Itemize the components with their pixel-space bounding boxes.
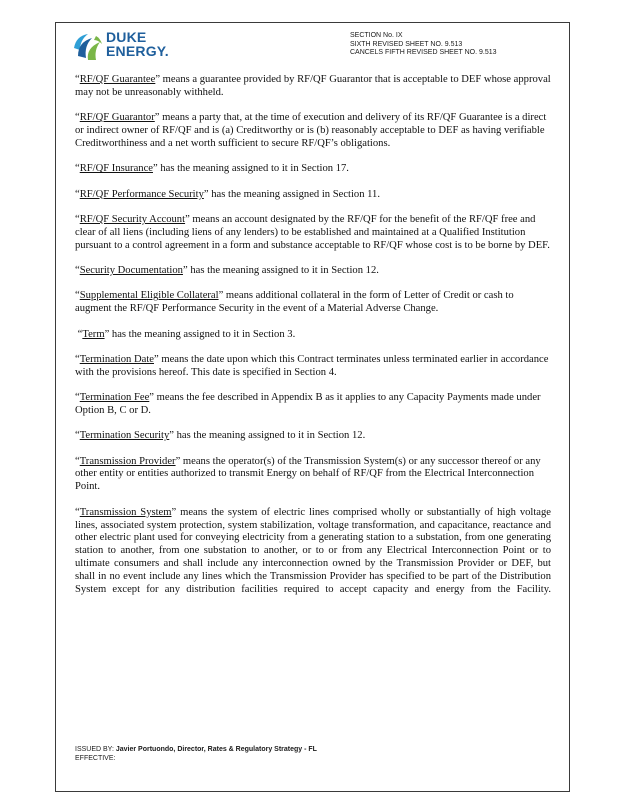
- definition-paragraph: “RF/QF Performance Security” has the meaning assigned in Section 11.: [75, 188, 381, 200]
- definition-paragraph: “Security Documentation” has the meaning assigned to it in Section 12.: [75, 265, 379, 277]
- defined-term: RF/QF Guarantee: [79, 74, 156, 85]
- definition-text: has the meaning assigned to it in Section 12.: [187, 265, 379, 277]
- defined-term: RF/QF Performance Security: [79, 188, 204, 200]
- issued-by-line: [75, 746, 317, 755]
- sheet-header: [350, 32, 497, 58]
- definition-paragraph: “Transmission System” means the system of electric lines comprised wholly or substantially of high voltage lines, associated system protection, system stabilization, voltage transformation, and capacitance, reactance and other electric plant used for conveying electricity from a generating station to a substation, from one generating station to another, from one substation to another, or to or from any Electrical Interconnection Point or to ultimate consumers and shall include any interconnection owned by the Transmission Provider or DEF, but shall in no event include any lines which the Transmission Provider has specified to be part of the Distribution System except for any distribution facilities required to accept capacity and energy from the Facility.: [75, 506, 552, 596]
- definition-text: means the system of electric lines comprised wholly or substantially of high voltage lines, associated system protection, system stabilization, voltage transformation, and capacitance, reactance and other electric plant used for conveying electricity from a generating station to a substation, from one generating station to another, from one substation to another, or to or from any Electrical Interconnection Point or to ultimate consumers and shall include any interconnection owned by the Transmission Provider or DEF, but shall in no event include any lines which the Transmission Provider has specified to be part of the Distribution System except for any distribution facilities required to accept capacity and energy from the Facility.: [75, 506, 552, 596]
- logo-line-duke: DUKE: [106, 29, 147, 45]
- definition-paragraph: “Termination Security” has the meaning assigned to it in Section 12.: [75, 430, 366, 442]
- section-number: SECTION No. IX: [350, 32, 403, 39]
- definition-text: has the meaning assigned to it in Section 12.: [173, 430, 366, 442]
- duke-energy-wordmark: [106, 30, 169, 58]
- defined-term: Transmission System: [79, 506, 172, 518]
- definition-paragraph: “Transmission Provider” means the operator(s) of the Transmission System(s) or any successor thereof or any other entity or entities authorized to transmit Energy on behalf of RF/QF from the Electrical Interconnection Point.: [75, 455, 541, 493]
- definition-paragraph: “Termination Fee” means the fee described in Appendix B as it applies to any Capacity Payments made under Option B, C or D.: [75, 392, 541, 416]
- definition-text: means a guarantee provided by RF/QF Guarantor that is acceptable to DEF whose approval may not be unreasonably withheld.: [75, 74, 551, 98]
- defined-term: Term: [82, 328, 105, 340]
- definition-text: means a party that, at the time of execution and delivery of its RF/QF Guarantee is a direct or indirect owner of RF/QF and is (a) Creditworthy or is (b) reasonably acceptable to DEF as having verifiable Creditworthiness and a net worth sufficient to secure RF/QF’s obligations.: [75, 112, 547, 150]
- definition-paragraph: “RF/QF Insurance” has the meaning assigned to it in Section 17.: [75, 163, 349, 175]
- definition-text: has the meaning assigned in Section 11.: [208, 188, 381, 200]
- duke-energy-logo-mark-icon: [70, 28, 106, 64]
- definition-paragraph: “RF/QF Guarantor” means a party that, at the time of execution and delivery of its RF/QF Guarantee is a direct or indirect owner of RF/QF and is (a) Creditworthy or is (b) reasonably acceptable to DEF as having verifiable Creditworthiness and a net worth sufficient to secure RF/QF’s obligations.: [75, 112, 547, 150]
- cancels-sheet: CANCELS FIFTH REVISED SHEET NO. 9.513: [350, 49, 497, 56]
- definition-text: means the fee described in Appendix B as it applies to any Capacity Payments made under Option B, C or D.: [75, 392, 541, 416]
- definition-paragraph: “RF/QF Guarantee” means a guarantee provided by RF/QF Guarantor that is acceptable to DEF whose approval may not be unreasonably withheld.: [75, 74, 551, 98]
- definition-paragraph: “RF/QF Security Account” means an account designated by the RF/QF for the benefit of the RF/QF free and clear of all liens (including liens of any lenders) to be established and maintained at a Qualified Institution pursuant to a control agreement in a form and substance acceptable to RF/QF whose cost is to be borne by DEF.: [75, 213, 550, 251]
- definition-text: means an account designated by the RF/QF for the benefit of the RF/QF free and clear of all liens (including liens of any lenders) to be established and maintained at a Qualified Institution pursuant to a control agreement in a form and substance acceptable to RF/QF whose cost is to be borne by DEF.: [75, 213, 550, 251]
- defined-term: Supplemental Eligible Collateral: [79, 290, 219, 302]
- issued-by-label: ISSUED BY:: [75, 746, 114, 753]
- defined-term: Termination Fee: [79, 392, 150, 404]
- defined-term: Transmission Provider: [79, 455, 176, 467]
- definition-text: has the meaning assigned to it in Section 3.: [109, 328, 296, 340]
- defined-term: RF/QF Guarantor: [79, 112, 155, 124]
- sheet-number: SIXTH REVISED SHEET NO. 9.513: [350, 40, 463, 48]
- defined-term: Security Documentation: [79, 265, 183, 277]
- defined-term: Termination Security: [79, 430, 170, 442]
- issued-by-name: Javier Portuondo, Director, Rates & Regulatory Strategy - FL: [115, 746, 317, 753]
- definitions-body: [75, 74, 551, 609]
- sheet-footer: [75, 746, 317, 763]
- effective-label: EFFECTIVE:: [75, 754, 116, 762]
- definition-text: means the operator(s) of the Transmission System(s) or any successor thereof or any other entity or entities authorized to transmit Energy on behalf of RF/QF from the Electrical Interconnection Point.: [75, 455, 541, 493]
- definition-text: has the meaning assigned to it in Section 17.: [157, 163, 349, 175]
- defined-term: RF/QF Security Account: [79, 213, 186, 225]
- definition-text: means additional collateral in the form of Letter of Credit or cash to augment the RF/QF Performance Security in the event of a Material Adverse Change.: [75, 290, 514, 315]
- duke-energy-logo: [70, 28, 190, 64]
- definition-paragraph: “Supplemental Eligible Collateral” means additional collateral in the form of Letter of Credit or cash to augment the RF/QF Performance Security in the event of a Material Adverse Change.: [75, 290, 514, 315]
- definition-text: means the date upon which this Contract terminates unless terminated earlier in accordance with the provisions hereof. This date is specified in Section 4.: [75, 353, 549, 378]
- logo-line-energy: ENERGY.: [106, 43, 169, 59]
- definition-paragraph: “Termination Date” means the date upon which this Contract terminates unless terminated earlier in accordance with the provisions hereof. This date is specified in Section 4.: [75, 353, 549, 378]
- definition-paragraph: “Term” has the meaning assigned to it in Section 3.: [77, 328, 296, 340]
- defined-term: RF/QF Insurance: [79, 163, 153, 175]
- defined-term: Termination Date: [79, 353, 154, 365]
